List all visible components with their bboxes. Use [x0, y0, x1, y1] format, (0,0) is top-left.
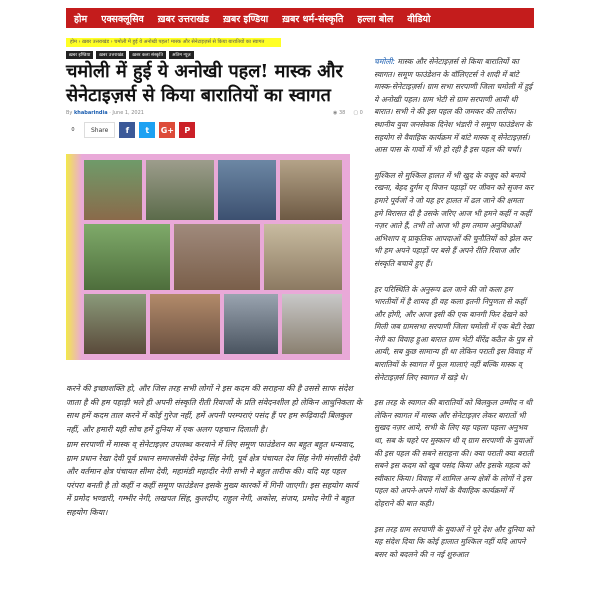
tag-uttarakhand[interactable]: ख़बर उत्तराखंड — [96, 51, 126, 59]
body-paragraph: करने की इच्छाशक्ति हो, और जिस तरह सभी लोगों ने इस कदम की सराहना की है उससे साफ संदेश जाता है की हम पहाड़ी भले ही अपनी संस्कृति रीती रिवाजों के प्रति संवेदनशील हो लेकिन आधुनिकता के साथ हमें कदम ताल करने में कोई गुरेज नहीं, हमें अपनी परम्पराएं पसंद हैं पर हम रूढ़िवादी बिलकुल नहीं, और हमारी यही सोच हमें दुनिया में एक अलग पहचान दिलाती है। — [66, 384, 362, 434]
nav-home[interactable]: होम — [74, 13, 88, 25]
share-bar — [66, 122, 195, 138]
facebook-icon[interactable]: f — [119, 122, 135, 138]
google-plus-icon[interactable]: G+ — [159, 122, 175, 138]
article-body-column — [374, 56, 534, 574]
category-tags — [66, 51, 194, 59]
views-count: ◉ 38 — [333, 110, 346, 116]
collage-border — [66, 154, 82, 360]
comments-count[interactable]: ▢ 0 — [353, 110, 363, 116]
collage-photo — [224, 294, 278, 354]
author-link[interactable]: khabarindia — [73, 110, 108, 116]
body-paragraph: हर परिस्थिति के अनुरूप ढल जाने की जो कला हम भारतीयों में है शायद ही वह कला इतनी निपुणता से कहीं और होगी, और आज इसी की एक बानगी फिर देखने को मिली जब ग्रामसभा सरपाणी जिला चमोली में एक बेटी रेखा नेगी का विवाह हुआ बारात ग्राम भेटी वीरेंद्र कठैत के पुत्र से आयी, सब कुछ सामान्य ही था लेकिन पराती इस विवाह में बारातियों के स्वागत में फूल मालाएं नहीं बल्कि मास्क व् सेनेटाइज़र्स लिए स्वागत में खड़े थे। — [374, 284, 534, 382]
collage-photo — [150, 294, 220, 354]
collage-photo — [84, 160, 142, 220]
tag-kala-sanskriti[interactable]: ख़बर कला संस्कृति — [129, 51, 166, 59]
body-paragraph: मुश्किल से मुश्किल हालत में भी खुद के वजूद को बनाये रखना, बेहद दुर्गम व् विजन पहाड़ों पर जीवन को सृजन कर हमारे पूर्वजों ने जो यह हर हालत में ढल जाने की क्षमता हमे विरासत दी है उसके जरिए आज भी हमने कहीं न कहीं नज़र आते हैं, तभी तो आज भी हम तमाम अनुविधाओं अभिशाप व् प्राकृतिक आपदाओं की चुनौतियों को झेल कर भी हम अपने पहाड़ों पर बसे हैं अपने रीति रिवाज और संस्कृति बचाये हुए हैं। — [374, 170, 534, 268]
collage-photo — [280, 160, 342, 220]
share-count: 0 — [71, 127, 75, 133]
nav-video[interactable]: वीडियो — [407, 13, 431, 25]
pinterest-icon[interactable]: P — [179, 122, 195, 138]
collage-photo — [282, 294, 342, 354]
article-body — [66, 382, 362, 521]
by-prefix: By — [66, 110, 73, 116]
article-metrics — [333, 110, 363, 116]
body-paragraph-text: मास्क और सेनेटाइज़र्स से किया बारातियों का स्वागत। समूण फाउंडेशन के वॉलिएटर्स ने शादी में बांटे मास्क-सेनेटाइज़र्स। ग्राम सभा सरपाणी जिला चमोली में हुई ये अनोखी पहल। ग्राम भेटी से ग्राम सरपाणी आयी थी बारात। सभी ने की इस पहल की जमकर की तारीफ। स्थानीय युवा जनसेवक दिनेश भंडारी ने समूण फाउंडेशन के सहयोग से वैवाहिक कार्यक्रम में बांटे मास्क व् सेनेटाइज़र्स। आस पास के गावों में भी हो रही है इस पहल की चर्चा। — [374, 57, 533, 155]
article-photo-collage — [66, 154, 350, 360]
collage-photo — [264, 224, 342, 290]
byline — [66, 110, 144, 116]
top-nav — [66, 8, 534, 28]
body-paragraph: ग्राम सरपाणी में मास्क व् सेनेटाइज़र उपलब्ध करवाने में लिए समूण फाउंडेशन का बहुत बहुत धन्यवाद, ग्राम प्रधान रेखा देवी पूर्व प्रधान समाजसेवी देवेन्द्र सिंह नेगी, पूर्व क्षेत्र पंचायत देव सिंह नेगी मंगसीरी देवी और वर्तमान क्षेत्र पंचायत सीमा देवी, महामंडी महादीर नेगी सभी ने बहुत तारीफ की। यदि यह पहल परंपरा बनती है तो कहीं न कहीं समूण फाउंडेशन इसके मुख्य कारकों में गिनी जाएगी। इस सहयोग कार्य में प्रमोद भण्डारी, गम्भीर नेगी, लखपत सिंह, कुलदीप, राहुल नेगी, अकोस, संजय, प्रमोद नेगी ने बहुत सहयोग किया। — [66, 440, 360, 517]
article-title: चमोली में हुई ये अनोखी पहल! मास्क और सेनेटाइज़र्स से किया बारातियों का स्वागत — [66, 61, 343, 106]
body-paragraph — [374, 56, 534, 157]
publish-date: · June 1, 2021 — [109, 110, 144, 116]
tag-india[interactable]: ख़बर इण्डिया — [66, 51, 93, 59]
collage-photo — [174, 224, 260, 290]
nav-halla-bol[interactable]: हल्ला बोल — [357, 13, 394, 25]
collage-photo — [146, 160, 214, 220]
body-paragraph: इस तरह के स्वागत की बारातियों को बिलकुल उम्मीद न थी लेकिन स्वागत में मास्क और सेनेटाइज़र लेकर बारातों भी सुखद नज़र आये, सभी के लिए यह पहला पहला अनुभव था, सब के चहरे पर मुस्कान थी व् ग्राम सरपाणी के युवाओं की इस पहल की सबने सराहना की। क्या पराती क्या बराती सबने इस कदम को खूब पसंद किया और इसके महत्व को स्वीकार किया। विवाह में शामिल अन्य क्षेत्रों के लोगों ने इस पहल को अपने-अपने गांवों के वैवाहिक कार्यक्रमों में दोहराने की बात कही। — [374, 398, 534, 508]
share-button[interactable]: Share — [84, 122, 115, 138]
nav-exclusive[interactable]: एक्सक्लूसिव — [101, 13, 144, 25]
dateline: चमोली: — [374, 57, 396, 66]
collage-photo — [218, 160, 276, 220]
collage-photo — [84, 294, 146, 354]
breadcrumb[interactable]: होम › ख़बर उत्तराखंड › चमोली में हुई ये अनोखी पहल! मास्क और सेनेटाइज़र्स से किया बारातियों का स्वागत — [66, 38, 281, 47]
nav-dharm-sanskriti[interactable]: ख़बर धर्म-संस्कृति — [282, 13, 344, 25]
body-paragraph: इस तरह ग्राम सरपाणी के युवाओं ने पूरे देश और दुनिया को यह संदेश दिया कि कोई हालात मुश्किल नहीं यदि आपने बसर को बदलने की न नई शुरुआत — [374, 524, 534, 559]
nav-uttarakhand[interactable]: ख़बर उत्तराखंड — [157, 13, 210, 25]
twitter-icon[interactable]: t — [139, 122, 155, 138]
collage-photo — [84, 224, 170, 290]
nav-india[interactable]: ख़बर इण्डिया — [223, 13, 269, 25]
tag-latest-news[interactable]: अतिम न्यूज़ — [169, 51, 194, 59]
